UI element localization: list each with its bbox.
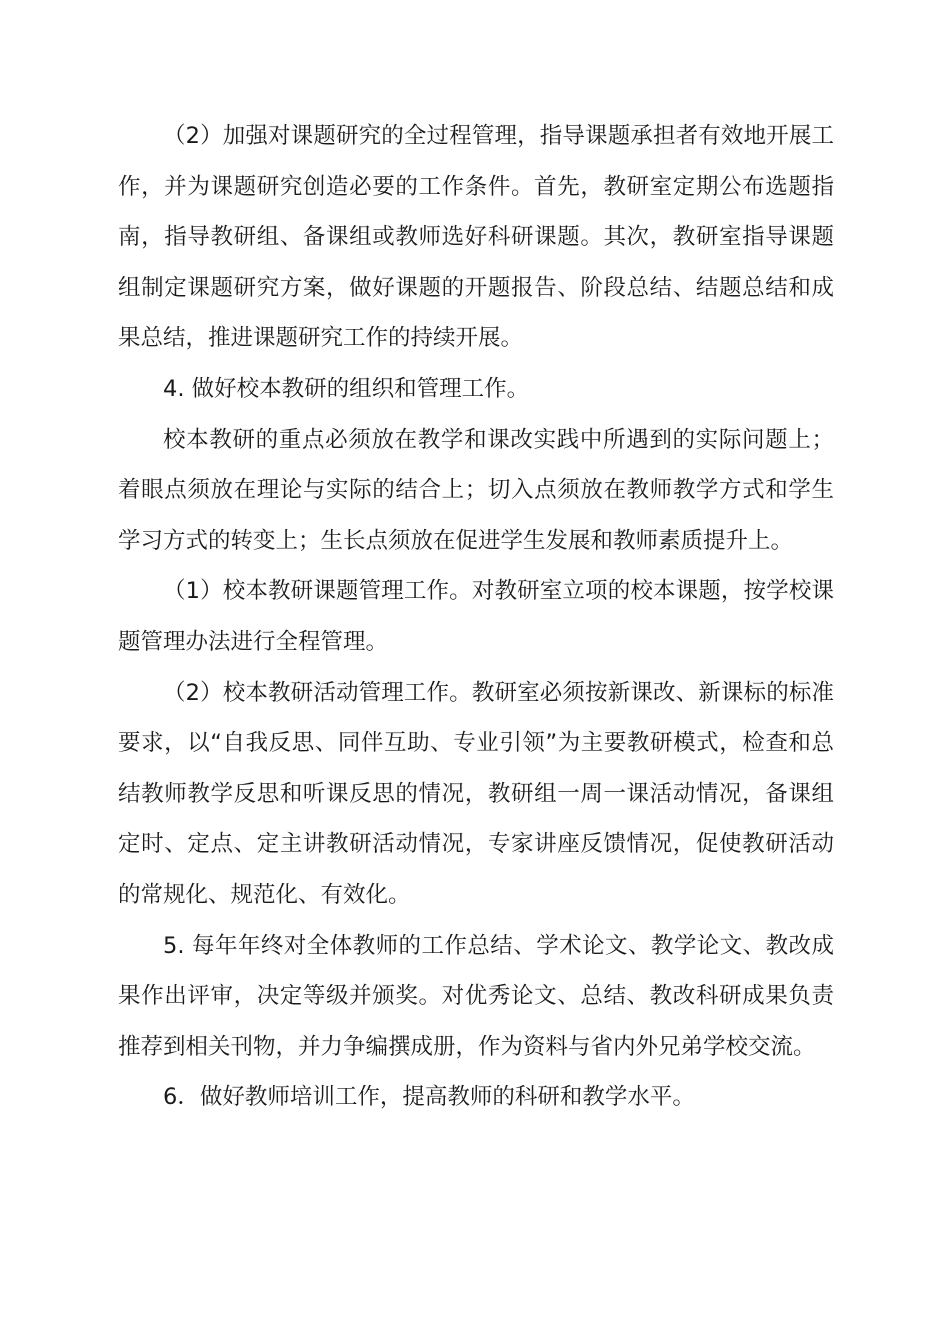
paragraph-annual-review: 5. 每年年终对全体教师的工作总结、学术论文、教学论文、教改成果作出评审，决定等级并颁奖。对优秀论文、总结、教改科研成果负责推荐到相关刊物，并力争编撰成册，作为资料与省内外兄弟学校交流。	[118, 932, 834, 1060]
paragraph-teacher-training: 6．做好教师培训工作，提高教师的科研和教学水平。	[163, 1084, 695, 1111]
paragraph-topic-management: （1）校本教研课题管理工作。对教研室立项的校本课题，按学校课题管理办法进行全程管理。	[118, 578, 834, 655]
paragraph-topic-process-management: （2）加强对课题研究的全过程管理，指导课题承担者有效地开展工作，并为课题研究创造必要的工作条件。首先，教研室定期公布选题指南，指导教研组、备课组或教师选好科研课题。其次，教研室指导课题组制定课题研究方案，做好课题的开题报告、阶段总结、结题总结和成果总结，推进课题研究工作的持续开展。	[118, 123, 834, 352]
document-body	[118, 111, 834, 1123]
paragraph-heading-school-research: 4. 做好校本教研的组织和管理工作。	[163, 375, 530, 402]
paragraph-research-focus: 校本教研的重点必须放在教学和课改实践中所遇到的实际问题上；着眼点须放在理论与实际的结合上；切入点须放在教师教学方式和学生学习方式的转变上；生长点须放在促进学生发展和教师素质提升上。	[118, 426, 834, 554]
paragraph-activity-management: （2）校本教研活动管理工作。教研室必须按新课改、新课标的标准要求，以“自我反思、同伴互助、专业引领”为主要教研模式，检查和总结教师教学反思和听课反思的情况，教研组一周一课活动情况，备课组定时、定点、定主讲教研活动情况，专家讲座反馈情况，促使教研活动的常规化、规范化、有效化。	[118, 679, 834, 908]
